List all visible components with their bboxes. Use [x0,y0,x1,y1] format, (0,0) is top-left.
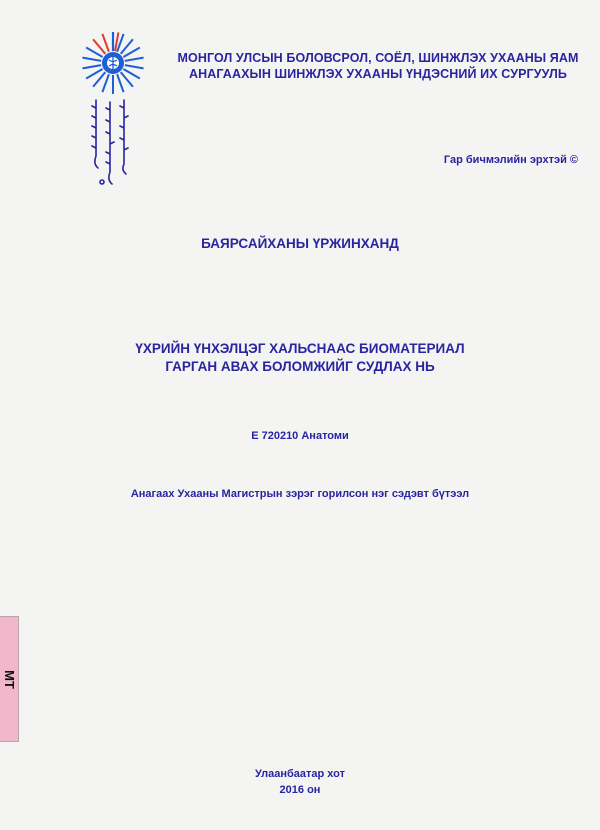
thesis-title-line-1: ҮХРИЙН ҮНХЭЛЦЭГ ХАЛЬСНААС БИОМАТЕРИАЛ [135,341,465,356]
author-name: БАЯРСАЙХАНЫ ҮРЖИНХАНД [201,236,399,251]
ministry-header [158,50,598,82]
ministry-line-1: МОНГОЛ УЛСЫН БОЛОВСРОЛ, СОЁЛ, ШИНЖЛЭХ УХААНЫ ЯАМ [177,51,579,65]
thesis-title-line-2: ГАРГАН АВАХ БОЛОМЖИЙГ СУДЛАХ НЬ [165,359,435,374]
library-label-text: МТ [1,669,17,689]
place-year: 2016 он [279,784,321,796]
mongolian-script-icon [80,98,144,190]
degree-statement: Анагаах Ухааны Магистрын зэрэг горилсон нэг сэдэвт бүтээл [130,488,470,500]
library-label-tab [0,616,19,742]
place-city: Улаанбаатар хот [254,768,345,780]
copyright-note: Гар бичмэлийн эрхтэй © [443,154,578,166]
place-and-year [0,766,600,798]
specialty-code: Е 720210 Анатоми [251,430,349,442]
thesis-title [0,340,600,376]
university-emblem-icon [80,30,146,96]
ministry-line-2: АНАГААХЫН ШИНЖЛЭХ УХААНЫ ҮНДЭСНИЙ ИХ СУРГУУЛЬ [189,67,567,81]
